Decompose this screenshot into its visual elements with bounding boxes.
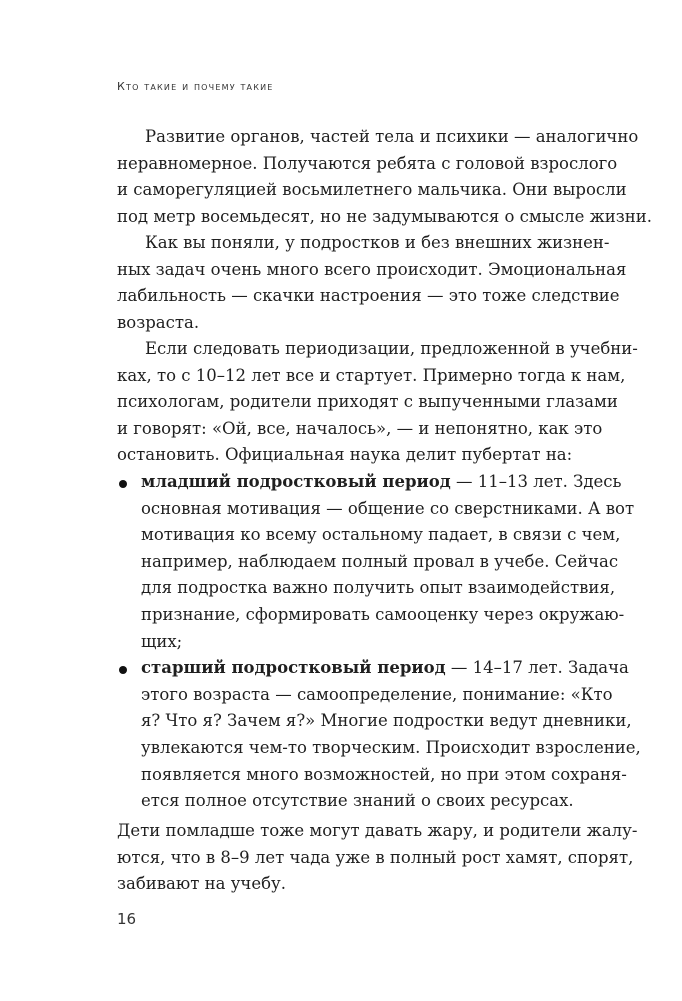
- text-line: Как вы поняли, у подростков и без внешних жизнен-: [145, 233, 610, 252]
- text-line: Дети помладше тоже могут давать жару, и родители жалу-: [117, 821, 638, 840]
- text-line: например, наблюдаем полный провал в учебе. Сейчас: [141, 551, 619, 571]
- paragraph-4: [117, 818, 638, 898]
- bullet-list: [117, 469, 641, 815]
- paragraph-1: [117, 124, 653, 230]
- text-line: появляется много возможностей, но при этом сохраня-: [141, 764, 627, 784]
- page-number: 16: [117, 910, 137, 928]
- text-line: лабильность — скачки настроения — это тоже следствие: [117, 286, 620, 306]
- text-line: неравномерное. Получаются ребята с головой взрослого: [117, 153, 618, 173]
- text-line: признание, сформировать самооценку через окружаю-: [141, 604, 625, 624]
- paragraph-3: [117, 336, 638, 469]
- text-line: забивают на учебу.: [117, 874, 286, 894]
- running-head: Кто такие и почему такие: [117, 80, 274, 93]
- text-line: щих;: [141, 631, 183, 651]
- text-line: Если следовать периодизации, предложенной в учебни-: [145, 339, 638, 358]
- text-line: основная мотивация — общение со сверстниками. А вот: [141, 498, 635, 518]
- text-line: под метр восемьдесят, но не задумываются о смысле жизни.: [117, 206, 653, 226]
- text-line: мотивация ко всему остальному падает, в связи с чем,: [141, 525, 621, 545]
- text-line: [117, 655, 629, 682]
- text-line: ных задач очень много всего происходит. Эмоциональная: [117, 259, 627, 279]
- text-line: ются, что в 8–9 лет чада уже в полный рост хамят, спорят,: [117, 847, 634, 867]
- text-line: [117, 469, 622, 496]
- bullet-term: младший подростковый период: [141, 472, 451, 491]
- text-line: увлекаются чем-то творческим. Происходит взросление,: [141, 737, 641, 757]
- paragraph-2: [117, 230, 627, 336]
- bullet-term: старший подростковый период: [141, 658, 446, 678]
- text-line: возраста.: [117, 312, 200, 332]
- text-line: этого возраста — самоопределение, понимание: «Кто: [141, 684, 613, 704]
- text-line: Развитие органов, частей тела и психики — аналогично: [145, 127, 639, 146]
- text-line: и говорят: «Ой, все, началось», — и непонятно, как это: [117, 418, 603, 438]
- text-line: ется полное отсутствие знаний о своих ресурсах.: [141, 791, 574, 811]
- list-item: [117, 469, 622, 496]
- bullet-icon: [119, 480, 127, 488]
- list-item: [117, 655, 629, 682]
- text-line: ках, то с 10–12 лет все и стартует. Примерно тогда к нам,: [117, 365, 626, 385]
- bullet-term-rest: — 14–17 лет. Задача: [445, 658, 629, 678]
- text-line: и саморегуляцией восьмилетнего мальчика. Они выросли: [117, 180, 627, 200]
- text-line: я? Что я? Зачем я?» Многие подростки ведут дневники,: [141, 711, 632, 731]
- text-line: психологам, родители приходят с выпученными глазами: [117, 392, 618, 412]
- text-line: для подростка важно получить опыт взаимодействия,: [141, 578, 616, 598]
- text-line: остановить. Официальная наука делит пубертат на:: [117, 445, 573, 465]
- bullet-term-rest: — 11–13 лет. Здесь: [450, 472, 622, 491]
